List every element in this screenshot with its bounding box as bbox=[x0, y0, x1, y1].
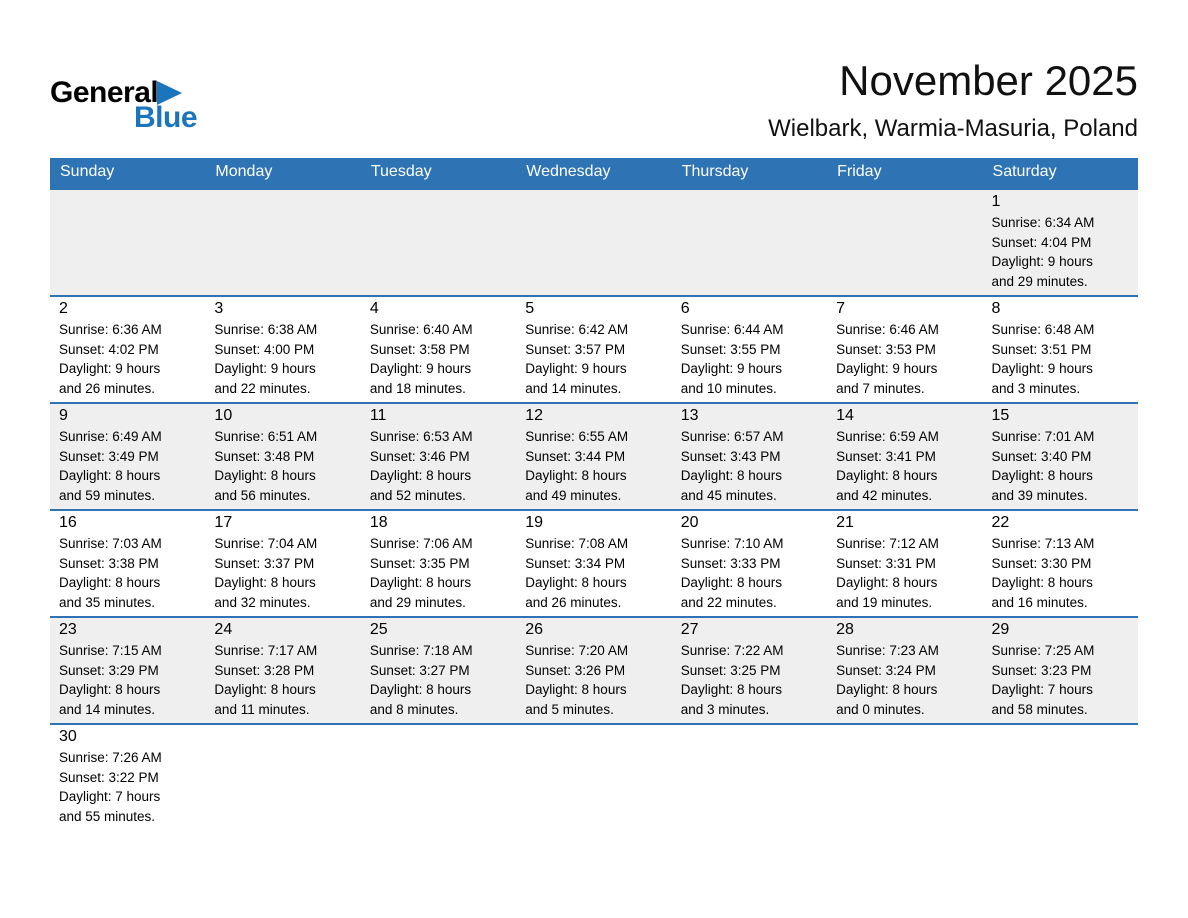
day-cell-23 bbox=[50, 617, 205, 724]
week-row-3 bbox=[50, 403, 1138, 510]
day-number: 14 bbox=[836, 407, 854, 424]
daylight-hours-text: Daylight: 8 hours bbox=[680, 682, 782, 697]
day-number: 23 bbox=[59, 621, 77, 638]
daylight-minutes-text: and 8 minutes. bbox=[369, 701, 459, 717]
sunrise-text: Sunrise: 6:51 AM bbox=[214, 429, 318, 444]
day-cell-6 bbox=[672, 296, 827, 403]
daylight-minutes-text: and 39 minutes. bbox=[991, 487, 1088, 503]
daylight-hours-text: Daylight: 9 hours bbox=[991, 361, 1093, 376]
daylight-hours-text: Daylight: 7 hours bbox=[59, 789, 161, 804]
daylight-hours-text: Daylight: 9 hours bbox=[836, 361, 938, 376]
daylight-minutes-text: and 14 minutes. bbox=[59, 701, 156, 717]
sunset-text: Sunset: 4:00 PM bbox=[214, 341, 315, 357]
day-number: 19 bbox=[525, 514, 544, 531]
day-number: 24 bbox=[214, 621, 233, 638]
day-cell-19 bbox=[516, 510, 671, 617]
daylight-minutes-text: and 11 minutes. bbox=[214, 701, 310, 717]
daylight-minutes-text: and 3 minutes. bbox=[991, 380, 1081, 396]
empty-day-cell bbox=[50, 189, 205, 296]
daylight-hours-text: Daylight: 8 hours bbox=[991, 575, 1093, 590]
sunset-text: Sunset: 3:58 PM bbox=[369, 341, 470, 357]
sunset-text: Sunset: 3:23 PM bbox=[991, 662, 1092, 678]
empty-day-cell bbox=[827, 724, 982, 848]
sunset-text: Sunset: 3:51 PM bbox=[991, 341, 1092, 357]
calendar-body bbox=[50, 189, 1138, 848]
weekday-header-row bbox=[50, 158, 1138, 189]
sunset-text: Sunset: 3:49 PM bbox=[59, 448, 159, 464]
day-number: 21 bbox=[836, 514, 854, 531]
sunset-text: Sunset: 3:28 PM bbox=[214, 662, 315, 678]
daylight-minutes-text: and 16 minutes. bbox=[991, 594, 1088, 610]
day-number: 8 bbox=[991, 300, 1001, 317]
day-cell-7 bbox=[827, 296, 982, 403]
daylight-hours-text: Daylight: 8 hours bbox=[836, 682, 938, 697]
day-number: 20 bbox=[680, 514, 699, 531]
daylight-hours-text: Daylight: 8 hours bbox=[836, 468, 938, 483]
day-cell-20 bbox=[672, 510, 827, 617]
sunset-text: Sunset: 3:55 PM bbox=[680, 341, 781, 357]
day-cell-27 bbox=[672, 617, 827, 724]
daylight-minutes-text: and 58 minutes. bbox=[991, 701, 1088, 717]
day-number: 6 bbox=[680, 300, 690, 317]
sunrise-text: Sunrise: 7:08 AM bbox=[525, 536, 629, 551]
empty-day-cell bbox=[205, 724, 360, 848]
daylight-hours-text: Daylight: 8 hours bbox=[59, 575, 161, 590]
day-number: 9 bbox=[59, 407, 68, 424]
day-cell-18 bbox=[361, 510, 516, 617]
day-cell-22 bbox=[983, 510, 1138, 617]
daylight-minutes-text: and 5 minutes. bbox=[525, 701, 614, 717]
empty-day-cell bbox=[516, 189, 671, 296]
sunset-text: Sunset: 3:34 PM bbox=[525, 555, 626, 571]
sunrise-text: Sunrise: 7:15 AM bbox=[59, 643, 162, 658]
daylight-hours-text: Daylight: 8 hours bbox=[214, 575, 316, 590]
daylight-minutes-text: and 45 minutes. bbox=[680, 487, 777, 503]
empty-day-cell bbox=[205, 189, 360, 296]
daylight-hours-text: Daylight: 8 hours bbox=[680, 468, 782, 483]
sunset-text: Sunset: 3:44 PM bbox=[525, 448, 626, 464]
daylight-minutes-text: and 22 minutes. bbox=[680, 594, 777, 610]
sunrise-text: Sunrise: 6:55 AM bbox=[525, 429, 629, 444]
sunset-text: Sunset: 3:26 PM bbox=[525, 662, 626, 678]
sunset-text: Sunset: 3:57 PM bbox=[525, 341, 626, 357]
daylight-minutes-text: and 42 minutes. bbox=[836, 487, 933, 503]
daylight-minutes-text: and 3 minutes. bbox=[680, 701, 770, 717]
daylight-minutes-text: and 59 minutes. bbox=[59, 487, 156, 503]
sunrise-text: Sunrise: 6:48 AM bbox=[991, 322, 1095, 337]
sunrise-text: Sunrise: 7:23 AM bbox=[836, 643, 939, 658]
sunrise-text: Sunrise: 6:42 AM bbox=[525, 322, 629, 337]
sunset-text: Sunset: 3:48 PM bbox=[214, 448, 315, 464]
day-cell-2 bbox=[50, 296, 205, 403]
sunrise-text: Sunrise: 7:25 AM bbox=[991, 643, 1095, 658]
day-cell-25 bbox=[361, 617, 516, 724]
weekday-header-tuesday: Tuesday bbox=[361, 158, 516, 189]
sunrise-text: Sunrise: 6:40 AM bbox=[369, 322, 473, 337]
daylight-hours-text: Daylight: 9 hours bbox=[680, 361, 782, 376]
day-cell-12 bbox=[516, 403, 671, 510]
daylight-minutes-text: and 7 minutes. bbox=[836, 380, 925, 396]
sunrise-text: Sunrise: 7:17 AM bbox=[214, 643, 318, 658]
sunrise-text: Sunrise: 6:49 AM bbox=[59, 429, 162, 444]
sunrise-text: Sunrise: 7:22 AM bbox=[680, 643, 784, 658]
logo-word-blue: Blue bbox=[134, 101, 198, 134]
day-cell-11 bbox=[361, 403, 516, 510]
day-number: 26 bbox=[525, 621, 544, 638]
sunset-text: Sunset: 3:35 PM bbox=[369, 555, 470, 571]
sunrise-text: Sunrise: 6:34 AM bbox=[991, 215, 1095, 230]
sunrise-text: Sunrise: 7:03 AM bbox=[59, 536, 162, 551]
day-cell-17 bbox=[205, 510, 360, 617]
day-number: 15 bbox=[991, 407, 1010, 424]
daylight-hours-text: Daylight: 9 hours bbox=[991, 254, 1093, 269]
day-number: 5 bbox=[525, 300, 535, 317]
day-number: 25 bbox=[369, 621, 388, 638]
sunset-text: Sunset: 3:31 PM bbox=[836, 555, 936, 571]
sunset-text: Sunset: 3:25 PM bbox=[680, 662, 781, 678]
sunrise-text: Sunrise: 7:10 AM bbox=[680, 536, 784, 551]
daylight-minutes-text: and 55 minutes. bbox=[59, 808, 156, 824]
daylight-hours-text: Daylight: 8 hours bbox=[59, 468, 161, 483]
daylight-minutes-text: and 26 minutes. bbox=[525, 594, 622, 610]
day-cell-14 bbox=[827, 403, 982, 510]
day-number: 11 bbox=[369, 407, 387, 424]
sunrise-text: Sunrise: 7:06 AM bbox=[369, 536, 473, 551]
empty-day-cell bbox=[983, 724, 1138, 848]
sunset-text: Sunset: 3:29 PM bbox=[59, 662, 159, 678]
sunset-text: Sunset: 3:46 PM bbox=[369, 448, 470, 464]
day-number: 10 bbox=[214, 407, 233, 424]
day-number: 17 bbox=[214, 514, 233, 531]
day-number: 3 bbox=[214, 300, 224, 317]
daylight-hours-text: Daylight: 8 hours bbox=[525, 468, 627, 483]
daylight-hours-text: Daylight: 8 hours bbox=[214, 682, 316, 697]
empty-day-cell bbox=[672, 189, 827, 296]
daylight-minutes-text: and 10 minutes. bbox=[680, 380, 777, 396]
sunset-text: Sunset: 3:40 PM bbox=[991, 448, 1092, 464]
sunset-text: Sunset: 3:38 PM bbox=[59, 555, 159, 571]
daylight-minutes-text: and 19 minutes. bbox=[836, 594, 933, 610]
daylight-minutes-text: and 52 minutes. bbox=[369, 487, 466, 503]
sunrise-text: Sunrise: 7:26 AM bbox=[59, 750, 162, 765]
empty-day-cell bbox=[672, 724, 827, 848]
day-number: 4 bbox=[369, 300, 379, 317]
day-cell-4 bbox=[361, 296, 516, 403]
day-number: 13 bbox=[680, 407, 699, 424]
sunrise-text: Sunrise: 6:44 AM bbox=[680, 322, 784, 337]
daylight-minutes-text: and 26 minutes. bbox=[59, 380, 156, 396]
daylight-hours-text: Daylight: 9 hours bbox=[525, 361, 627, 376]
daylight-minutes-text: and 22 minutes. bbox=[214, 380, 311, 396]
sunrise-text: Sunrise: 7:18 AM bbox=[369, 643, 473, 658]
sunrise-text: Sunrise: 6:59 AM bbox=[836, 429, 939, 444]
empty-day-cell bbox=[361, 189, 516, 296]
day-cell-30 bbox=[50, 724, 205, 848]
weekday-header-thursday: Thursday bbox=[672, 158, 827, 189]
daylight-hours-text: Daylight: 8 hours bbox=[525, 575, 627, 590]
daylight-minutes-text: and 35 minutes. bbox=[59, 594, 156, 610]
daylight-minutes-text: and 29 minutes. bbox=[991, 273, 1088, 289]
calendar-header bbox=[50, 158, 1138, 189]
sunset-text: Sunset: 3:37 PM bbox=[214, 555, 315, 571]
daylight-hours-text: Daylight: 8 hours bbox=[991, 468, 1093, 483]
day-cell-28 bbox=[827, 617, 982, 724]
day-number: 2 bbox=[59, 300, 68, 317]
day-number: 29 bbox=[991, 621, 1010, 638]
day-cell-10 bbox=[205, 403, 360, 510]
empty-day-cell bbox=[827, 189, 982, 296]
daylight-hours-text: Daylight: 9 hours bbox=[369, 361, 472, 376]
sunrise-text: Sunrise: 6:46 AM bbox=[836, 322, 939, 337]
day-cell-16 bbox=[50, 510, 205, 617]
weekday-header-saturday: Saturday bbox=[983, 158, 1138, 189]
daylight-hours-text: Daylight: 7 hours bbox=[991, 682, 1093, 697]
sunset-text: Sunset: 3:27 PM bbox=[369, 662, 470, 678]
sunrise-text: Sunrise: 7:12 AM bbox=[836, 536, 939, 551]
weekday-header-wednesday: Wednesday bbox=[516, 158, 671, 189]
day-number: 30 bbox=[59, 728, 77, 745]
day-number: 7 bbox=[836, 300, 846, 317]
sunset-text: Sunset: 3:33 PM bbox=[680, 555, 781, 571]
daylight-minutes-text: and 0 minutes. bbox=[836, 701, 925, 717]
daylight-minutes-text: and 49 minutes. bbox=[525, 487, 622, 503]
day-cell-3 bbox=[205, 296, 360, 403]
sunset-text: Sunset: 3:30 PM bbox=[991, 555, 1092, 571]
week-row-4 bbox=[50, 510, 1138, 617]
sunrise-text: Sunrise: 6:53 AM bbox=[369, 429, 473, 444]
empty-day-cell bbox=[361, 724, 516, 848]
day-cell-1 bbox=[983, 189, 1138, 296]
weekday-header-sunday: Sunday bbox=[50, 158, 205, 189]
day-cell-26 bbox=[516, 617, 671, 724]
day-cell-8 bbox=[983, 296, 1138, 403]
week-row-6 bbox=[50, 724, 1138, 848]
day-cell-9 bbox=[50, 403, 205, 510]
weekday-header-friday: Friday bbox=[827, 158, 982, 189]
sunset-text: Sunset: 3:24 PM bbox=[836, 662, 936, 678]
sunrise-text: Sunrise: 7:04 AM bbox=[214, 536, 318, 551]
daylight-hours-text: Daylight: 8 hours bbox=[836, 575, 938, 590]
daylight-hours-text: Daylight: 8 hours bbox=[369, 575, 472, 590]
day-number: 12 bbox=[525, 407, 544, 424]
sunrise-text: Sunrise: 6:57 AM bbox=[680, 429, 784, 444]
sunset-text: Sunset: 3:22 PM bbox=[59, 769, 159, 785]
sunset-text: Sunset: 3:41 PM bbox=[836, 448, 936, 464]
daylight-minutes-text: and 29 minutes. bbox=[369, 594, 466, 610]
week-row-1 bbox=[50, 189, 1138, 296]
daylight-minutes-text: and 32 minutes. bbox=[214, 594, 311, 610]
daylight-hours-text: Daylight: 8 hours bbox=[369, 682, 472, 697]
day-cell-15 bbox=[983, 403, 1138, 510]
weekday-header-monday: Monday bbox=[205, 158, 360, 189]
sunrise-text: Sunrise: 7:13 AM bbox=[991, 536, 1095, 551]
page-subtitle: Wielbark, Warmia-Masuria, Poland bbox=[768, 115, 1138, 143]
logo-word-general: General bbox=[50, 76, 159, 109]
day-cell-5 bbox=[516, 296, 671, 403]
day-number: 27 bbox=[680, 621, 699, 638]
day-cell-24 bbox=[205, 617, 360, 724]
calendar-table bbox=[50, 158, 1138, 848]
sunrise-text: Sunrise: 7:01 AM bbox=[991, 429, 1095, 444]
sunrise-text: Sunrise: 7:20 AM bbox=[525, 643, 629, 658]
day-cell-13 bbox=[672, 403, 827, 510]
sunrise-text: Sunrise: 6:36 AM bbox=[59, 322, 162, 337]
day-cell-21 bbox=[827, 510, 982, 617]
day-number: 1 bbox=[991, 193, 1001, 210]
daylight-minutes-text: and 18 minutes. bbox=[369, 380, 466, 396]
sunrise-text: Sunrise: 6:38 AM bbox=[214, 322, 318, 337]
sunset-text: Sunset: 4:02 PM bbox=[59, 341, 159, 357]
daylight-hours-text: Daylight: 8 hours bbox=[525, 682, 627, 697]
day-number: 22 bbox=[991, 514, 1010, 531]
day-number: 16 bbox=[59, 514, 77, 531]
general-blue-logo bbox=[50, 76, 280, 140]
week-row-5 bbox=[50, 617, 1138, 724]
masthead bbox=[768, 58, 1138, 143]
day-cell-29 bbox=[983, 617, 1138, 724]
sunset-text: Sunset: 4:04 PM bbox=[991, 234, 1092, 250]
day-number: 18 bbox=[369, 514, 388, 531]
daylight-hours-text: Daylight: 8 hours bbox=[369, 468, 472, 483]
sunset-text: Sunset: 3:43 PM bbox=[680, 448, 781, 464]
sunset-text: Sunset: 3:53 PM bbox=[836, 341, 936, 357]
week-row-2 bbox=[50, 296, 1138, 403]
daylight-hours-text: Daylight: 9 hours bbox=[59, 361, 161, 376]
daylight-hours-text: Daylight: 8 hours bbox=[59, 682, 161, 697]
daylight-hours-text: Daylight: 9 hours bbox=[214, 361, 316, 376]
page-title: November 2025 bbox=[839, 57, 1138, 104]
daylight-minutes-text: and 56 minutes. bbox=[214, 487, 311, 503]
daylight-hours-text: Daylight: 8 hours bbox=[214, 468, 316, 483]
daylight-hours-text: Daylight: 8 hours bbox=[680, 575, 782, 590]
daylight-minutes-text: and 14 minutes. bbox=[525, 380, 622, 396]
empty-day-cell bbox=[516, 724, 671, 848]
day-number: 28 bbox=[836, 621, 854, 638]
